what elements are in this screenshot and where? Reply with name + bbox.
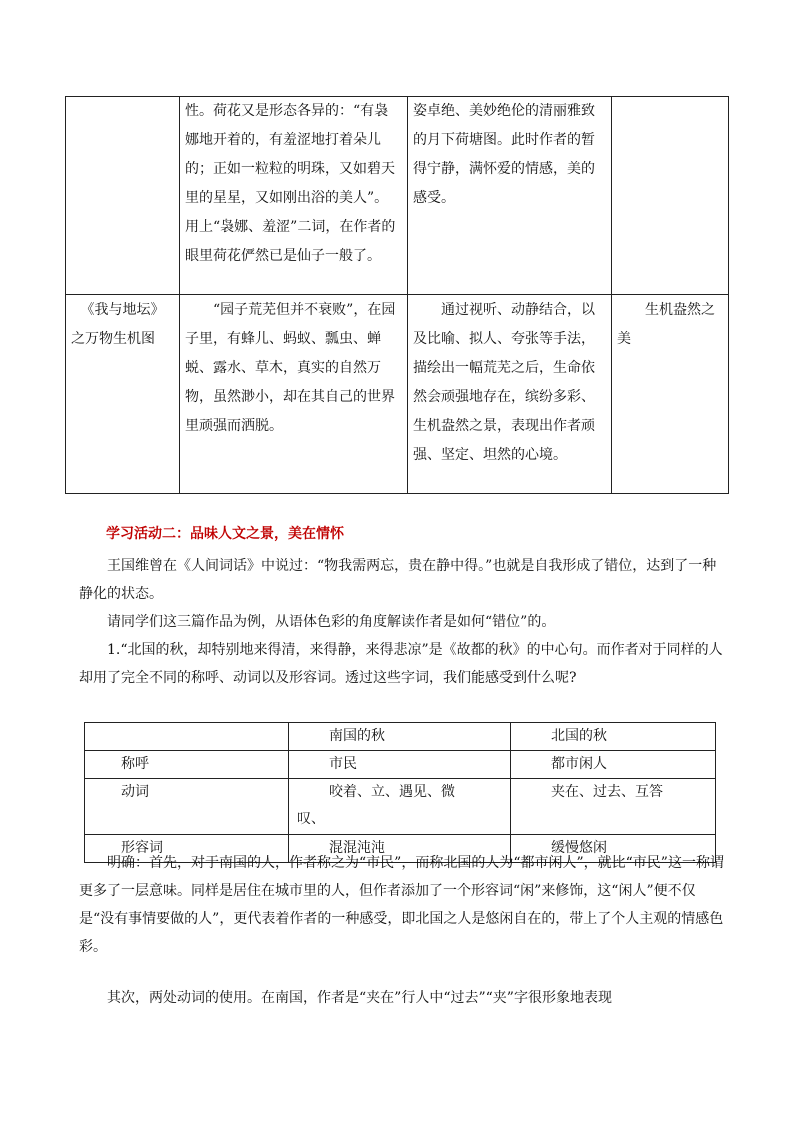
- table-cell: 咬着、立、遇见、微叹、: [289, 779, 511, 835]
- table-cell: [612, 97, 729, 295]
- paragraph-text: 请同学们这三篇作品为例，从语体色彩的角度解读作者是如何“错位”的。: [107, 614, 556, 630]
- table-header-row: [85, 723, 716, 751]
- table-row: [66, 295, 729, 494]
- table-header-cell: 北国的秋: [511, 723, 716, 751]
- paragraph: [79, 984, 729, 1012]
- table-cell: 混混沌沌: [289, 835, 511, 863]
- table-cell: [66, 295, 180, 494]
- table-cell: 生机盎然之美: [612, 295, 729, 494]
- table-cell: 动词: [85, 779, 289, 835]
- table-cell: “园子荒芜但并不衰败”，在园子里，有蜂儿、蚂蚁、瓢虫、蝉蜕、露水、草木，真实的自然万物，虽然渺小，却在其自己的世界里顽强而洒脱。: [180, 295, 408, 494]
- table-cell: 形容词: [85, 835, 289, 863]
- table-row: [85, 751, 716, 779]
- comparison-table: [65, 96, 729, 494]
- paragraph: [79, 552, 729, 608]
- paragraph: [79, 849, 729, 961]
- paragraph: [79, 636, 729, 692]
- word-comparison-table: [84, 722, 716, 863]
- table-cell: 市民: [289, 751, 511, 779]
- paragraph-text: 1.“北国的秋，却特别地来得清，来得静，来得悲凉”是《故都的秋》的中心句。而作者对于同样的人却用了完全不同的称呼、动词以及形容词。透过这些字词，我们能感受到什么呢?: [79, 642, 723, 686]
- table-cell: 通过视听、动静结合，以及比喻、拟人、夸张等手法，描绘出一幅荒芜之后，生命依然会顽强地存在，缤纷多彩、生机盎然之景，表现出作者顽强、坚定、坦然的心境。: [408, 295, 612, 494]
- table-cell: 缓慢悠闲: [511, 835, 716, 863]
- table-row: [66, 97, 729, 295]
- cell-line: 《我与地坛》: [80, 302, 165, 318]
- paragraph-text: 明确：首先，对于南国的人，作者称之为“市民”，而称北国的人为“都市闲人”，就比“市民”这一称谓更多了一层意味。同样是居住在城市里的人，但作者添加了一个形容词“闲”来修饰，这“闲人”便不仅是“没有事情要做的人”，更代表着作者的一种感受，即北国之人是悠闲自在的，带上了个人主观的情感色彩。: [79, 855, 724, 955]
- table-row: [85, 779, 716, 835]
- table-cell: 性。荷花又是形态各异的：“有袅娜地开着的，有羞涩地打着朵儿的；正如一粒粒的明珠，又如碧天里的星星，又如刚出浴的美人”。用上“袅娜、羞涩”二词，在作者的眼里荷花俨然已是仙子一般了。: [180, 97, 408, 295]
- section-heading: 学习活动二：品味人文之景，美在情怀: [106, 526, 344, 542]
- table-cell: 称呼: [85, 751, 289, 779]
- table-cell: 姿卓绝、美妙绝伦的清丽雅致的月下荷塘图。此时作者的暂得宁静，满怀爱的情感，美的感受。: [408, 97, 612, 295]
- table-cell: [66, 97, 180, 295]
- table-cell: 夹在、过去、互答: [511, 779, 716, 835]
- table-header-cell: [85, 723, 289, 751]
- table-header-cell: 南国的秋: [289, 723, 511, 751]
- cell-line: 之万物生机图: [71, 331, 155, 347]
- paragraph: [79, 608, 729, 636]
- table-cell: 都市闲人: [511, 751, 716, 779]
- paragraph-text: 其次，两处动词的使用。在南国，作者是“夹在”行人中“过去”“夹”字很形象地表现: [107, 990, 612, 1006]
- paragraph-text: 王国维曾在《人间词话》中说过：“物我需两忘，贵在静中得。”也就是自我形成了错位，达到了一种静化的状态。: [79, 558, 717, 602]
